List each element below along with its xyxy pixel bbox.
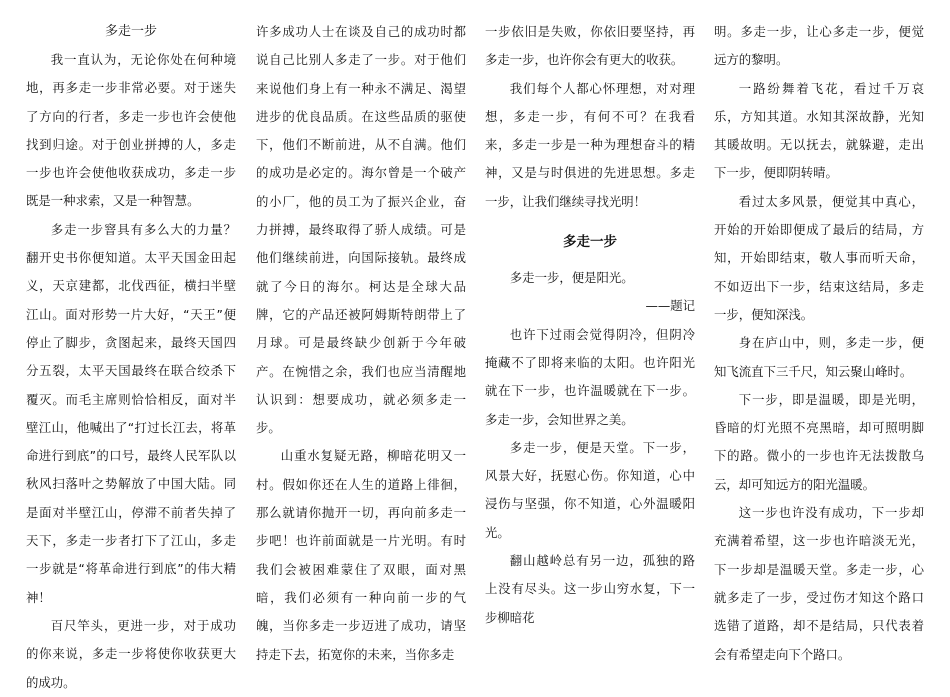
article-2-paragraph-3-continued: 明。多走一步，让心多走一步，便觉远方的黎明。 (714, 24, 924, 68)
article-2-paragraph-2: 多走一步，便是天堂。下一步，风景大好，抚慰心伤。你知道，心中浸伤与坚强，你不知道，心外温暖阳光。 (485, 439, 695, 540)
article-2-title: 多走一步 (563, 234, 617, 251)
article-2-attribution: ——题记 (645, 298, 695, 314)
article-1-title: 多走一步 (104, 24, 157, 39)
article-2-paragraph-4: 一路纷舞着飞花，看过千万哀乐，方知其道。水知其深故静，光知其暖故明。无以抚去，就躲避，走出下一步，便即阴转晴。 (714, 80, 924, 181)
article-2-paragraph-6: 身在庐山中，则，多走一步，便知飞流直下三千尺，知云聚山峰时。 (714, 335, 924, 379)
article-1-paragraph-5: 我们每个人都心怀理想，对对理想，多走一步，有何不可？在我看来，多走一步是一种为理想奋斗的精神，又是与时俱进的先进思想。多走一步，让我们继续寻找光明！ (485, 80, 695, 209)
column-1 (26, 18, 236, 697)
article-1-paragraph-3: 百尺竿头，更进一步，对于成功的你来说，多走一步将使你收获更大的成功。 (26, 617, 236, 690)
column-2 (256, 18, 466, 669)
article-2-paragraph-7: 下一步，即是温暖，即是光明，昏暗的灯光照不亮黑暗，却可照明脚下的路。微小的一步也许无法拨散乌云，却可知远方的阳光温暖。 (714, 391, 924, 492)
column-4 (714, 18, 924, 669)
article-2-paragraph-3: 翻山越岭总有另一边，孤独的路上没有尽头。这一步山穷水复，下一步柳暗花 (485, 553, 695, 625)
article-2-paragraph-1: 也许下过雨会觉得阴冷，但阴冷掩藏不了即将来临的太阳。也许阳光就在下一步，也许温暖就在下一步。多走一步，会知世界之美。 (485, 326, 695, 427)
article-2-paragraph-5: 看过太多风景，便觉其中真心，开始的开始即便成了最后的结局，方知，开始即结束，敬人事而听天命，不如迈出下一步，结束这结局，多走一步，便知深浅。 (714, 193, 924, 322)
article-2-epigraph: 多走一步，便是阳光。 (509, 270, 634, 286)
article-1-paragraph-1: 我一直认为，无论你处在何种境地，再多走一步非常必要。对于迷失了方向的行者，多走一步也许会使他找到归途。对于创业拼搏的人，多走一步也许会使他收获成功，多走一步既是一种求索，又是一种智慧。 (26, 52, 236, 209)
article-1-paragraph-2: 多走一步窨具有多么大的力量？翻开史书你便知道。太平天国金田起义，天京建都，北伐西征，横扫半壁江山。面对形势一片大好，“天王”便停止了脚步，贪图起来，最终天国四分五裂，太平天国最终在联合绞杀下覆灭。而毛主席则恰恰相反，面对半壁江山，他喊出了“打过长江去，将革命进行到底”的口号，最终人民军队以秋风扫落叶之势解放了中国大陆。同是面对半壁江山，停滞不前者失掉了天下，多走一步者打下了江山，多走一步就是“将革命进行到底”的伟大精神！ (26, 221, 236, 605)
article-2-paragraph-8: 这一步也许没有成功，下一步却充满着希望，这一步也许暗淡无光，下一步却是温暖天堂。多走一步，心就多走了一步，受过伤才知这个路口选错了道路，却不是结局，只代表着会有希望走向下个路口。 (714, 505, 924, 662)
column-3 (485, 18, 695, 632)
article-1-paragraph-4-continued: 一步依旧是失败，你依旧要坚持，再多走一步，也许你会有更大的收获。 (485, 24, 695, 68)
article-1-paragraph-4: 山重水复疑无路，柳暗花明又一村。假如你还在人生的道路上徘徊，那么就请你抛开一切，再向前多走一步吧！也许前面就是一片光明。有时我们会被困难蒙住了双眼，面对黑暗，我们必须有一种向前一步的气魄，当你多走一步迈进了成功，请坚持走下去，拓宽你的未来，当你多走 (256, 448, 466, 662)
article-1-paragraph-3-continued: 许多成功人士在谈及自己的成功时都说自己比别人多走了一步。对于他们来说他们身上有一种永不满足、渴望进步的优良品质。在这些品质的驱使下，他们不断前进，从不自满。他们的成功是必定的。海尔曾是一个破产的小厂，他的员工为了振兴企业，奋力拼搏，最终取得了骄人成绩。可是他们继续前进，向国际接轨。最终成就了今日的海尔。柯达是全球大品牌，它的产品还被阿姆斯特朗带上了月球。可是最终缺少创新于今年破产。在惋惜之余，我们也应当清醒地认识到：想要成功，就必须多走一步。 (256, 24, 466, 436)
